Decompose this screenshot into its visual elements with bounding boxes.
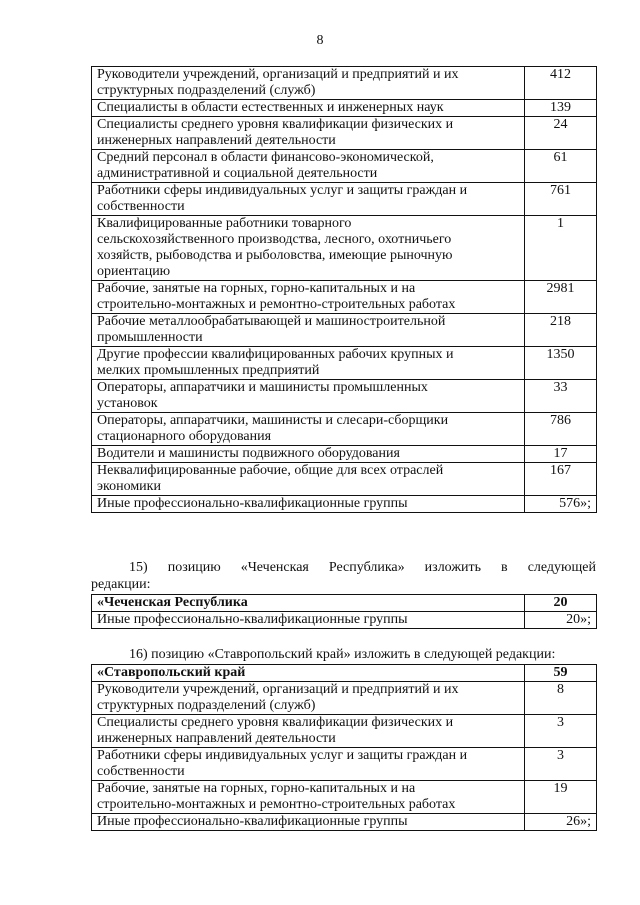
region-name: «Чеченская Республика bbox=[92, 595, 525, 612]
row-label: Неквалифицированные рабочие, общие для всех отраслей экономики bbox=[92, 463, 525, 496]
row-value: 20»; bbox=[525, 612, 597, 629]
row-value: 19 bbox=[525, 781, 597, 814]
row-label: Руководители учреждений, организаций и предприятий и их структурных подразделений (служб) bbox=[92, 682, 525, 715]
row-value: 3 bbox=[525, 748, 597, 781]
table-row bbox=[92, 183, 597, 216]
row-label: Иные профессионально-квалификационные группы bbox=[92, 814, 525, 831]
row-label: Средний персонал в области финансово-экономической, административной и социальной деятельности bbox=[92, 150, 525, 183]
table-row bbox=[92, 446, 597, 463]
table-row bbox=[92, 67, 597, 100]
row-value: 33 bbox=[525, 380, 597, 413]
row-label: Работники сферы индивидуальных услуг и защиты граждан и собственности bbox=[92, 183, 525, 216]
row-value: 1 bbox=[525, 216, 597, 281]
chechen-republic-table bbox=[91, 594, 597, 629]
row-value: 26»; bbox=[525, 814, 597, 831]
row-value: 167 bbox=[525, 463, 597, 496]
page-number: 8 bbox=[316, 33, 324, 48]
table-row bbox=[92, 814, 597, 831]
region-total: 59 bbox=[525, 665, 597, 682]
row-label: Операторы, аппаратчики и машинисты промышленных установок bbox=[92, 380, 525, 413]
row-value: 139 bbox=[525, 100, 597, 117]
region-total: 20 bbox=[525, 595, 597, 612]
row-value: 1350 bbox=[525, 347, 597, 380]
row-label: Рабочие, занятые на горных, горно-капитальных и на строительно-монтажных и ремонтно-строительных работах bbox=[92, 281, 525, 314]
table-row bbox=[92, 715, 597, 748]
table-row bbox=[92, 413, 597, 446]
region-name: «Ставропольский край bbox=[92, 665, 525, 682]
row-label: Руководители учреждений, организаций и предприятий и их структурных подразделений (служб) bbox=[92, 67, 525, 100]
row-label: Иные профессионально-квалификационные группы bbox=[92, 612, 525, 629]
table-row bbox=[92, 612, 597, 629]
row-label: Водители и машинисты подвижного оборудования bbox=[92, 446, 525, 463]
row-value: 786 bbox=[525, 413, 597, 446]
table-header-row bbox=[92, 665, 597, 682]
row-label: Иные профессионально-квалификационные группы bbox=[92, 496, 525, 513]
occupation-table-main bbox=[91, 66, 597, 513]
row-value: 61 bbox=[525, 150, 597, 183]
table-row bbox=[92, 216, 597, 281]
row-value: 412 bbox=[525, 67, 597, 100]
table-row bbox=[92, 347, 597, 380]
item-15-line-2: редакции: bbox=[91, 577, 151, 592]
item-15-paragraph bbox=[91, 560, 596, 576]
table-row bbox=[92, 748, 597, 781]
row-value: 576»; bbox=[525, 496, 597, 513]
row-label: Квалифицированные работники товарного сельскохозяйственного производства, лесного, охотничьего хозяйств, рыбоводства и рыболовства, имеющие рыночную ориентацию bbox=[92, 216, 525, 281]
row-label: Работники сферы индивидуальных услуг и защиты граждан и собственности bbox=[92, 748, 525, 781]
row-value: 3 bbox=[525, 715, 597, 748]
row-label: Другие профессии квалифицированных рабочих крупных и мелких промышленных предприятий bbox=[92, 347, 525, 380]
stavropol-krai-table bbox=[91, 664, 597, 831]
row-label: Рабочие, занятые на горных, горно-капитальных и на строительно-монтажных и ремонтно-строительных работах bbox=[92, 781, 525, 814]
table-header-row bbox=[92, 595, 597, 612]
item-16-paragraph bbox=[91, 647, 596, 663]
table-row bbox=[92, 682, 597, 715]
table-row bbox=[92, 281, 597, 314]
table-row bbox=[92, 150, 597, 183]
table-row bbox=[92, 380, 597, 413]
row-label: Специалисты среднего уровня квалификации физических и инженерных направлений деятельности bbox=[92, 715, 525, 748]
table-row bbox=[92, 463, 597, 496]
table-row bbox=[92, 496, 597, 513]
table-row bbox=[92, 314, 597, 347]
row-value: 218 bbox=[525, 314, 597, 347]
row-value: 24 bbox=[525, 117, 597, 150]
item-16-text: 16) позицию «Ставропольский край» изложить в следующей редакции: bbox=[129, 647, 556, 662]
table-row bbox=[92, 781, 597, 814]
row-label: Операторы, аппаратчики, машинисты и слесари-сборщики стационарного оборудования bbox=[92, 413, 525, 446]
item-15-line-1: 15) позицию «Чеченская Республика» изложить в следующей bbox=[129, 560, 596, 575]
row-value: 761 bbox=[525, 183, 597, 216]
row-value: 2981 bbox=[525, 281, 597, 314]
row-value: 17 bbox=[525, 446, 597, 463]
row-value: 8 bbox=[525, 682, 597, 715]
table-row bbox=[92, 117, 597, 150]
row-label: Специалисты в области естественных и инженерных наук bbox=[92, 100, 525, 117]
row-label: Специалисты среднего уровня квалификации физических и инженерных направлений деятельности bbox=[92, 117, 525, 150]
row-label: Рабочие металлообрабатывающей и машиностроительной промышленности bbox=[92, 314, 525, 347]
table-row bbox=[92, 100, 597, 117]
